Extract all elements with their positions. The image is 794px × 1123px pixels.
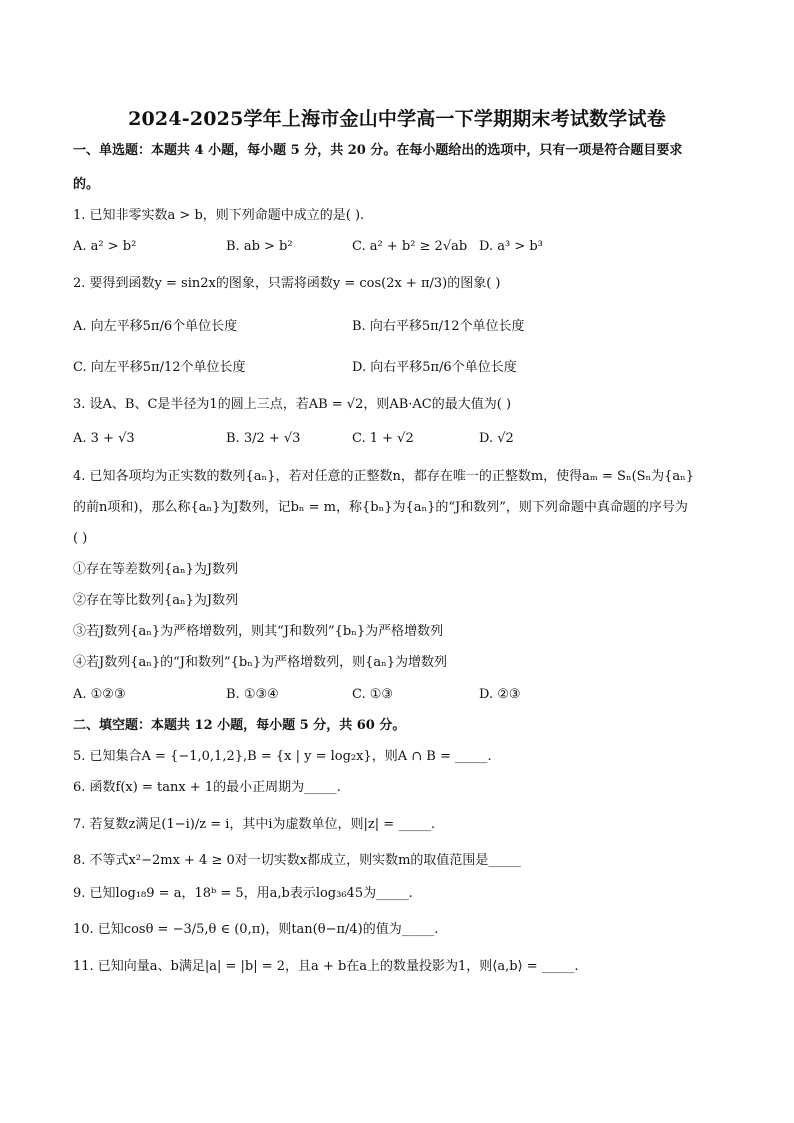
q3-option-d: D. √2 (479, 431, 514, 446)
q4-statement-3: ③若J数列{aₙ}为严格增数列，则其“J和数列”{bₙ}为严格增数列 (73, 624, 444, 639)
question-9: 9. 已知log₁₈9 = a，18ᵇ = 5，用a,b表示log₃₆45为_____. (73, 886, 413, 901)
q1-option-c: C. a² + b² ≥ 2√ab (352, 239, 468, 254)
q4-statement-1: ①存在等差数列{aₙ}为J数列 (73, 562, 239, 577)
q1-option-b: B. ab > b² (226, 239, 293, 254)
q2-option-c: C. 向左平移5π/12个单位长度 (73, 360, 246, 375)
q4-statement-2: ②存在等比数列{aₙ}为J数列 (73, 593, 239, 608)
question-7: 7. 若复数z满足(1−i)/z = i，其中i为虚数单位，则|z| = _____. (73, 817, 435, 832)
question-8: 8. 不等式x²−2mx + 4 ≥ 0对一切实数x都成立，则实数m的取值范围是_____ (73, 853, 521, 868)
q4-option-c: C. ①③ (352, 687, 394, 702)
q3-option-a: A. 3 + √3 (73, 431, 135, 446)
question-5: 5. 已知集合A = {−1,0,1,2},B = {x | y = log₂x}，则A ∩ B = _____. (73, 749, 492, 764)
question-3: 3. 设A、B、C是半径为1的圆上三点，若AB = √2，则AB·AC的最大值为( ) (73, 397, 512, 412)
q2-option-a: A. 向左平移5π/6个单位长度 (73, 319, 238, 334)
q2-option-d: D. 向右平移5π/6个单位长度 (352, 360, 517, 375)
section2-header: 二、填空题：本题共 12 小题，每小题 5 分，共 60 分。 (73, 718, 406, 733)
q1-option-a: A. a² > b² (73, 239, 137, 254)
question-4-cont: 的前n项和)，那么称{aₙ}为J数列，记bₙ = m，称{bₙ}为{aₙ}的“J和数列”，则下列命题中真命题的序号为 (73, 500, 688, 515)
section1-header-cont: 的。 (73, 177, 100, 192)
question-6: 6. 函数f(x) = tanx + 1的最小正周期为_____. (73, 780, 341, 795)
question-2: 2. 要得到函数y = sin2x的图象，只需将函数y = cos(2x + π/3)的图象( ) (73, 276, 501, 291)
q3-option-c: C. 1 + √2 (352, 431, 414, 446)
page-title: 2024-2025学年上海市金山中学高一下学期期末考试数学试卷 (128, 108, 666, 130)
question-4: 4. 已知各项均为正实数的数列{aₙ}，若对任意的正整数n，都存在唯一的正整数m，使得aₘ = Sₙ(Sₙ为{aₙ} (73, 469, 695, 484)
q4-statement-4: ④若J数列{aₙ}的“J和数列”{bₙ}为严格增数列，则{aₙ}为增数列 (73, 655, 448, 670)
q1-option-d: D. a³ > b³ (479, 239, 543, 254)
q4-option-d: D. ②③ (479, 687, 521, 702)
q2-option-b: B. 向右平移5π/12个单位长度 (352, 319, 525, 334)
question-10: 10. 已知cosθ = −3/5,θ ∈ (0,π)，则tan(θ−π/4)的值为_____. (73, 922, 439, 937)
section1-header: 一、单选题：本题共 4 小题，每小题 5 分，共 20 分。在每小题给出的选项中，只有一项是符合题目要求 (73, 143, 683, 158)
q3-option-b: B. 3/2 + √3 (226, 431, 301, 446)
q4-option-a: A. ①②③ (73, 687, 126, 702)
question-1: 1. 已知非零实数a > b，则下列命题中成立的是( ). (73, 208, 365, 223)
question-11: 11. 已知向量a、b满足|a| = |b| = 2，且a + b在a上的数量投影为1，则⟨a,b⟩ = _____. (73, 959, 579, 974)
question-4-paren: ( ) (73, 531, 88, 546)
q4-option-b: B. ①③④ (226, 687, 279, 702)
